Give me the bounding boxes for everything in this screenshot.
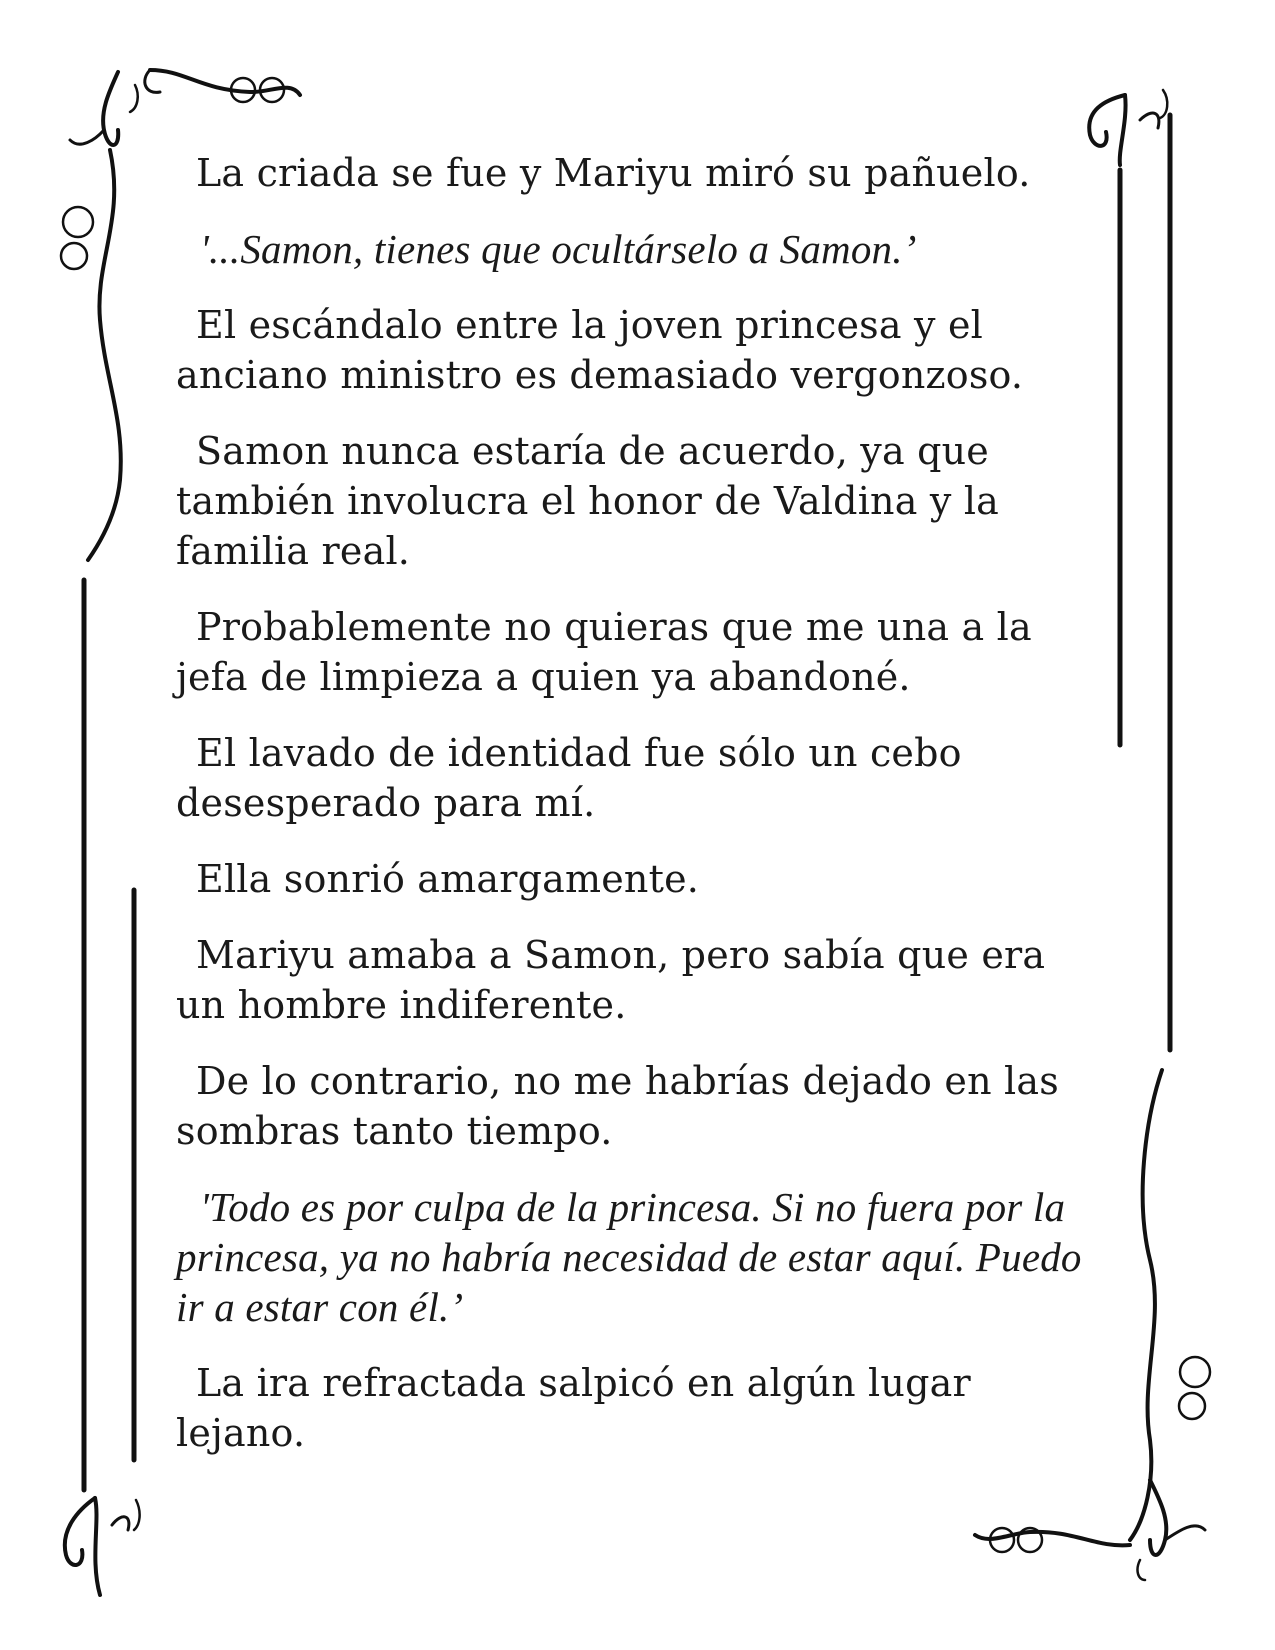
flourish-top-left	[150, 70, 300, 95]
paragraph-2: '...Samon, tienes que ocultárselo a Samon.’	[200, 226, 917, 272]
flourish-left-curve	[88, 150, 121, 560]
paragraph-8: Mariyu amaba a Samon, pero sabía que era un hombre indiferente.	[176, 933, 1046, 1027]
flourish-right-curve	[1130, 1070, 1162, 1540]
paragraph-7: Ella sonrió amargamente.	[196, 857, 700, 901]
paragraph-10: 'Todo es por culpa de la princesa. Si no fuera por la princesa, ya no habría necesidad de estar aquí. Puedo ir a estar con él.’	[176, 1184, 1082, 1330]
paragraph-5: Probablemente no quieras que me una a la jefa de limpieza a quien ya abandoné.	[176, 605, 1032, 699]
paragraph-11: La ira refractada salpicó en algún lugar lejano.	[176, 1361, 971, 1455]
flourish-bottom-left	[65, 1498, 95, 1565]
flourish-top-right	[1089, 95, 1125, 146]
paragraph-9: De lo contrario, no me habrías dejado en las sombras tanto tiempo.	[176, 1059, 1059, 1153]
flourish-bottom-right	[975, 1532, 1130, 1545]
paragraph-4: Samon nunca estaría de acuerdo, ya que también involucra el honor de Valdina y la familia real.	[176, 429, 1000, 573]
paragraph-3: El escándalo entre la joven princesa y el anciano ministro es demasiado vergonzoso.	[176, 303, 1024, 397]
paragraph-1: La criada se fue y Mariyu miró su pañuelo.	[196, 151, 1031, 195]
body-text	[176, 148, 1106, 1484]
paragraph-6: El lavado de identidad fue sólo un cebo desesperado para mí.	[176, 731, 962, 825]
